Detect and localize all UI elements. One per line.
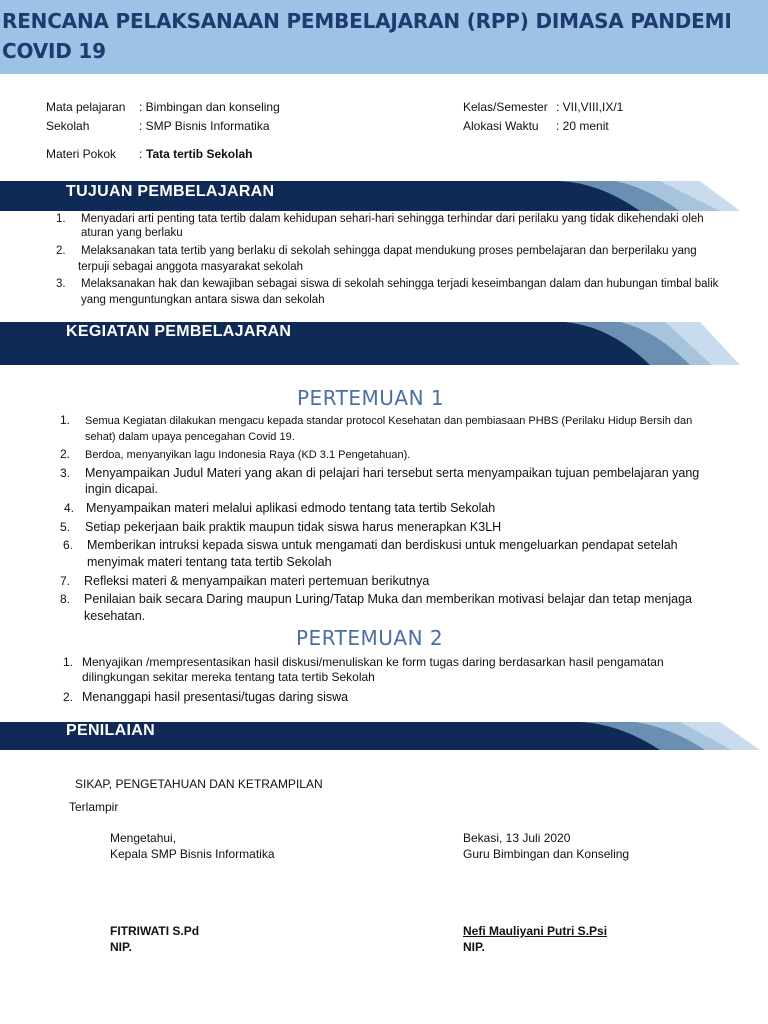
signature-left-nip: NIP. (110, 940, 132, 954)
list-item (60, 591, 736, 623)
penilaian-aspek: SIKAP, PENGETAHUAN DAN KETRAMPILAN (75, 777, 323, 791)
list-item (60, 573, 736, 589)
alokasi-label: Alokasi Waktu (463, 119, 539, 133)
section-bar-kegiatan (0, 322, 768, 365)
list-item (63, 654, 703, 686)
list-text-cont: terpuji sebagai anggota masyarakat sekolah (78, 261, 304, 273)
list-item (64, 500, 736, 516)
section-title-kegiatan: KEGIATAN PEMBELAJARAN (66, 323, 292, 340)
list-text-cont: aturan yang berlaku (81, 227, 183, 239)
list-number: 2. (63, 690, 74, 704)
penilaian-lampiran: Terlampir (69, 800, 119, 814)
signature-right-line1: Bekasi, 13 Juli 2020 (463, 831, 571, 845)
list-text: Penilaian baik secara Daring maupun Luring/Tatap Muka dan memberikan motivasi belajar dan tetap menjaga (84, 592, 692, 606)
kelas-label: Kelas/Semester (463, 100, 548, 114)
list-text-cont: sehat) dalam upaya pencegahan Covid 19. (85, 431, 295, 443)
list-item (56, 277, 736, 309)
title-line-2: COVID 19 (2, 39, 106, 63)
list-text-cont: yang menguntungkan antara siswa dan sekolah (81, 294, 325, 306)
list-text: Setiap pekerjaan baik praktik maupun tidak siswa harus menerapkan K3LH (85, 520, 502, 534)
section-title-penilaian: PENILAIAN (66, 722, 155, 739)
list-text: Semua Kegiatan dilakukan mengacu kepada standar protocol Kesehatan dan pembiasaan PHBS (Perilaku Hidup Bersih dan (85, 415, 693, 427)
list-number: 3. (56, 278, 66, 290)
list-item (60, 465, 736, 497)
list-text: Melaksanakan hak dan kewajiban sebagai siswa di sekolah sehingga terjadi keseimbangan dalam dan hubungan timbal balik (81, 278, 719, 290)
list-item (63, 537, 736, 569)
pertemuan-2-heading: PERTEMUAN 2 (296, 626, 444, 650)
signature-right-line2: Guru Bimbingan dan Konseling (463, 847, 630, 861)
list-text: Menyadari arti penting tata tertib dalam kehidupan sehari-hari sehingga terhindar dari perilaku yang tidak dikehendaki oleh (81, 213, 704, 225)
list-text-cont: ingin dicapai. (85, 482, 158, 496)
section-bar-penilaian (0, 722, 768, 750)
mapel-value: : Bimbingan dan konseling (139, 100, 280, 114)
list-number: 3. (60, 466, 71, 480)
signature-left-line1: Mengetahui, (110, 831, 177, 845)
pertemuan-1-heading: PERTEMUAN 1 (297, 386, 445, 410)
list-item (56, 212, 736, 244)
list-number: 6. (63, 538, 74, 552)
list-text: Menyampaikan Judul Materi yang akan di pelajari hari tersebut serta menyampaikan tujuan pembelajaran yang (85, 466, 700, 480)
document-title (2, 6, 762, 66)
list-number: 1. (56, 213, 66, 225)
list-number: 4. (64, 501, 75, 515)
list-number: 1. (63, 655, 74, 669)
list-item (60, 447, 736, 463)
list-text: Menyampaikan materi melalui aplikasi edmodo tentang tata tertib Sekolah (86, 501, 496, 515)
list-number: 1. (60, 413, 71, 427)
list-text: Melaksanakan tata tertib yang berlaku di sekolah sehingga dapat mendukung proses pembelajaran dan berperilaku yang (81, 245, 697, 257)
list-number: 2. (60, 447, 71, 461)
section-bar-tujuan (0, 181, 768, 211)
list-text: Menanggapi hasil presentasi/tugas daring siswa (82, 690, 349, 704)
materi-value: Tata tertib Sekolah (146, 147, 253, 161)
list-number: 5. (60, 520, 71, 534)
list-number: 8. (60, 592, 71, 606)
title-line-1: RENCANA PELAKSANAAN PEMBELAJARAN (RPP) DIMASA PANDEMI (2, 9, 732, 33)
list-text-cont: kesehatan. (84, 609, 146, 623)
signature-left-name: FITRIWATI S.Pd (110, 924, 200, 938)
kelas-value: : VII,VIII,IX/1 (556, 100, 624, 114)
list-item (63, 689, 703, 705)
list-number: 2. (56, 245, 66, 257)
list-text: Memberikan intruksi kepada siswa untuk mengamati dan berdiskusi untuk mengeluarkan pendapat setelah (87, 538, 678, 552)
sekolah-value: : SMP Bisnis Informatika (139, 119, 270, 133)
list-text: Menyajikan /mempresentasikan hasil diskusi/menuliskan ke form tugas daring berdasarkan hasil pengamatan (82, 655, 664, 669)
materi-colon: : (139, 147, 143, 161)
sekolah-label: Sekolah (46, 119, 90, 133)
alokasi-value: : 20 menit (556, 119, 609, 133)
signature-right-name: Nefi Mauliyani Putri S.Psi (463, 924, 608, 938)
section-title-tujuan: TUJUAN PEMBELAJARAN (66, 183, 275, 200)
list-text-cont: menyimak materi tentang tata tertib Sekolah (87, 555, 332, 569)
signature-right-nip: NIP. (463, 940, 485, 954)
list-item (60, 413, 736, 445)
list-text-cont: dilingkungan sekitar mereka tentang tata tertib Sekolah (82, 670, 375, 684)
list-number: 7. (60, 574, 71, 588)
mapel-label: Mata pelajaran (46, 100, 126, 114)
list-text: Berdoa, menyanyikan lagu Indonesia Raya (KD 3.1 Pengetahuan). (85, 449, 411, 461)
materi-label: Materi Pokok (46, 147, 117, 161)
list-item (56, 244, 736, 276)
signature-left-line2: Kepala SMP Bisnis Informatika (110, 847, 275, 861)
list-item (60, 519, 736, 535)
list-text: Refleksi materi & menyampaikan materi pertemuan berikutnya (84, 574, 430, 588)
